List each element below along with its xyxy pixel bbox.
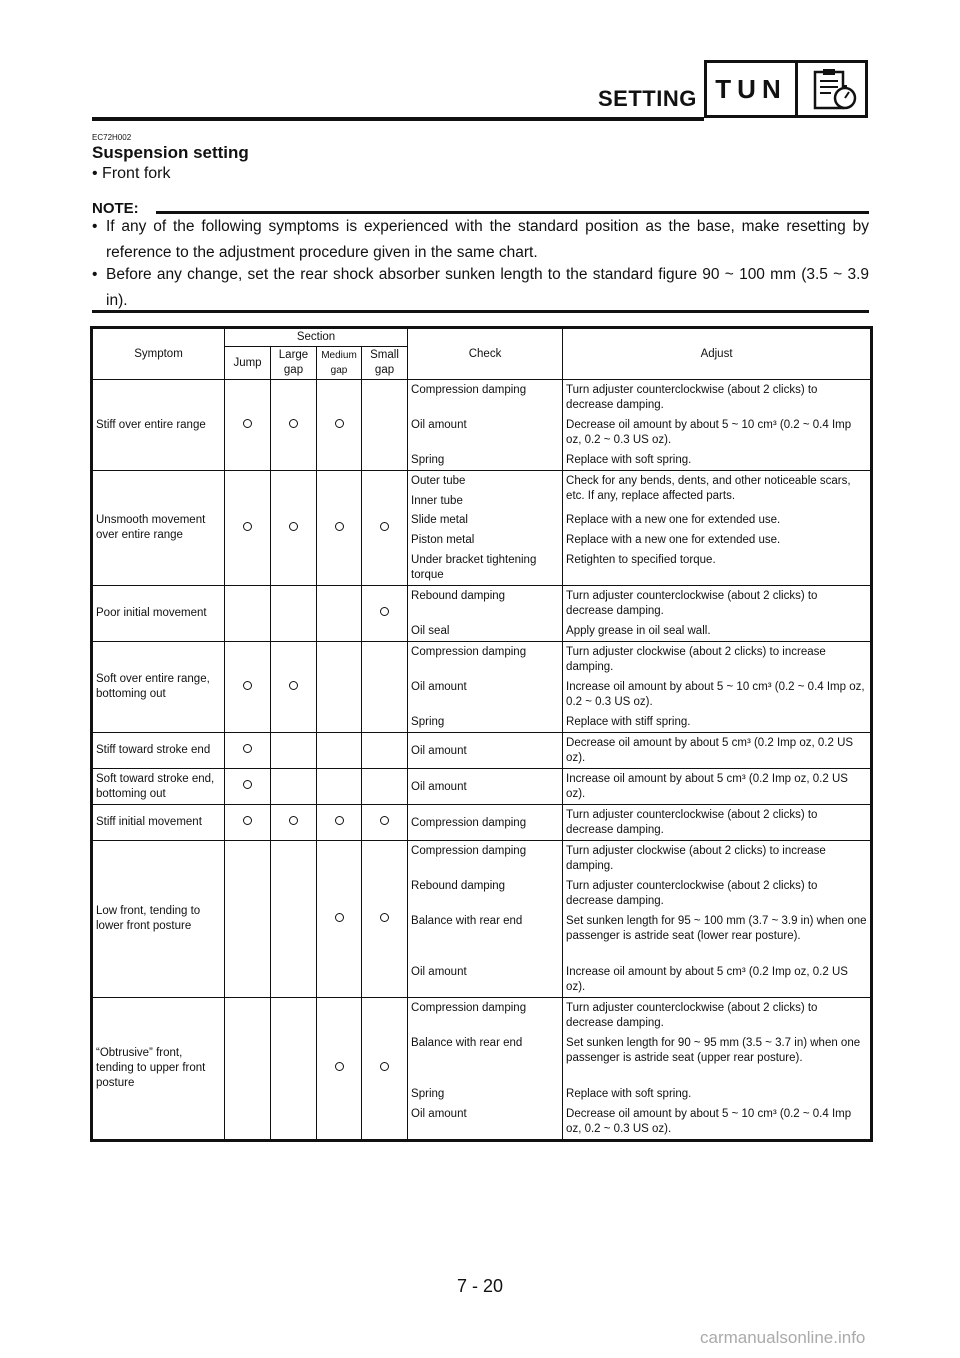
note-item-text: If any of the following symptoms is experienced with the standard position as the base, make resetting by reference to the adjustment procedure given in the same chart. [106,218,869,261]
section-badge [704,60,868,118]
section-title: Suspension setting [92,143,249,162]
circle-mark-icon [243,780,252,789]
circle-mark-icon [380,607,389,616]
symptom-cell: Poor initial movement [92,586,225,642]
check-item: Balance with rear end [411,915,523,927]
check-cell [408,841,563,998]
check-cell [408,769,563,805]
check-item: Compression damping [411,1002,527,1014]
header-small-gap: Small gap [362,347,408,380]
symptom-cell: “Obtrusive” front, tending to upper front posture [92,998,225,1141]
symptom-cell: Stiff initial movement [92,805,225,841]
header-rule [92,117,704,121]
adjust-cell [563,998,872,1141]
check-cell [408,380,563,471]
header-jump: Jump [225,347,271,380]
table-row [92,805,872,841]
table-row [92,380,872,471]
check-item: Compression damping [411,845,527,857]
symptom-cell: Soft over entire range, bottoming out [92,642,225,733]
check-item: Slide metal [411,514,468,526]
check-cell [408,642,563,733]
mark-cell [271,586,317,642]
check-cell [408,733,563,769]
mark-cell [225,769,271,805]
check-item: Compression damping [411,384,527,396]
check-item: Under bracket tightening torque [411,554,537,581]
adjust-cell [563,380,872,471]
adjust-item: Retighten to specified torque. [566,554,716,566]
adjust-item: Set sunken length for 90 ~ 95 mm (3.5 ~ 3.7 in) when one passenger is astride seat (upper rear posture). [566,1037,861,1064]
mark-cell [362,769,408,805]
header-symptom: Symptom [92,328,225,380]
adjust-cell [563,769,872,805]
mark-cell [225,586,271,642]
check-item: Outer tube [411,475,466,487]
subitem-text: Front fork [102,165,171,182]
header-adjust: Adjust [563,328,872,380]
mark-cell [317,998,362,1141]
circle-mark-icon [289,419,298,428]
circle-mark-icon [243,522,252,531]
page-number: 7 - 20 [456,1276,504,1296]
adjust-item: Turn adjuster counterclockwise (about 2 clicks) to decrease damping. [566,880,818,907]
check-item: Compression damping [411,816,527,829]
check-cell [408,471,563,586]
check-item: Compression damping [411,646,527,658]
mark-cell [362,841,408,998]
adjust-item: Replace with a new one for extended use. [566,534,781,546]
check-item: Spring [411,1088,445,1100]
circle-mark-icon [335,419,344,428]
circle-mark-icon [289,816,298,825]
circle-mark-icon [380,913,389,922]
mark-cell [271,998,317,1141]
check-item: Oil amount [411,744,467,757]
mark-cell [271,769,317,805]
bullet: • [92,266,98,283]
mark-cell [317,841,362,998]
mark-cell [362,805,408,841]
mark-cell [271,642,317,733]
check-item: Rebound damping [411,590,506,602]
mark-cell [317,471,362,586]
mark-cell [317,733,362,769]
adjust-cell [563,733,872,769]
mark-cell [225,471,271,586]
circle-mark-icon [335,816,344,825]
check-item: Oil seal [411,625,450,637]
mark-cell [317,769,362,805]
adjust-item: Replace with soft spring. [566,454,692,466]
adjust-item: Replace with stiff spring. [566,716,691,728]
symptom-cell: Soft toward stroke end, bottoming out [92,769,225,805]
adjust-item: Turn adjuster clockwise (about 2 clicks) to increase damping. [566,646,826,673]
circle-mark-icon [335,1062,344,1071]
adjust-item: Turn adjuster counterclockwise (about 2 clicks) to decrease damping. [566,384,818,411]
table-row [92,733,872,769]
adjust-item: Turn adjuster clockwise (about 2 clicks) to increase damping. [566,845,826,872]
mark-cell [225,642,271,733]
adjust-item: Check for any bends, dents, and other noticeable scars, etc. If any, replace affected parts. [566,475,851,502]
adjust-item: Decrease oil amount by about 5 ~ 10 cm³ (0.2 ~ 0.4 Imp oz, 0.2 ~ 0.3 US oz). [566,1108,852,1135]
circle-mark-icon [380,816,389,825]
mark-cell [362,642,408,733]
mark-cell [271,841,317,998]
adjust-cell [563,586,872,642]
note-label: NOTE: [92,200,139,217]
adjust-cell [563,471,872,586]
adjust-item: Increase oil amount by about 5 cm³ (0.2 Imp oz, 0.2 US oz). [566,773,848,800]
check-item: Oil amount [411,966,467,978]
circle-mark-icon [289,522,298,531]
check-item: Spring [411,454,445,466]
mark-cell [225,841,271,998]
header-medium-gap: Medium gap [317,347,362,380]
circle-mark-icon [243,419,252,428]
note-bottom-rule [92,310,869,313]
symptom-cell: Low front, tending to lower front posture [92,841,225,998]
mark-cell [271,471,317,586]
mark-cell [317,642,362,733]
check-item: Spring [411,716,445,728]
clipboard-stopwatch-icon [807,67,861,113]
note-item [92,214,869,266]
section-badge-label: TUN [707,63,798,115]
mark-cell [271,805,317,841]
circle-mark-icon [335,522,344,531]
check-cell [408,998,563,1141]
adjust-item: Increase oil amount by about 5 cm³ (0.2 Imp oz, 0.2 US oz). [566,966,848,993]
mark-cell [362,586,408,642]
circle-mark-icon [243,816,252,825]
mark-cell [362,380,408,471]
adjust-item: Decrease oil amount by about 5 cm³ (0.2 Imp oz, 0.2 US oz). [566,737,854,764]
header-large-gap: Large gap [271,347,317,380]
symptom-cell: Stiff toward stroke end [92,733,225,769]
mark-cell [362,998,408,1141]
check-item: Balance with rear end [411,1037,523,1049]
adjust-item: Turn adjuster counterclockwise (about 2 clicks) to decrease damping. [566,1002,818,1029]
circle-mark-icon [380,522,389,531]
watermark: carmanualsonline.info [700,1328,866,1347]
mark-cell [317,805,362,841]
mark-cell [225,998,271,1141]
check-item: Rebound damping [411,880,506,892]
circle-mark-icon [243,744,252,753]
subitem [92,165,171,183]
check-item: Oil amount [411,419,467,431]
note-item [92,262,869,314]
check-item: Oil amount [411,780,467,793]
adjust-item: Increase oil amount by about 5 ~ 10 cm³ (0.2 ~ 0.4 Imp oz, 0.2 ~ 0.3 US oz). [566,681,865,708]
table-row [92,841,872,998]
page-header-title: SETTING [598,86,697,111]
table-row [92,769,872,805]
mark-cell [362,471,408,586]
adjust-item: Set sunken length for 95 ~ 100 mm (3.7 ~ 3.9 in) when one passenger is astride seat (lower rear posture). [566,915,867,942]
check-item: Inner tube [411,495,463,507]
mark-cell [271,380,317,471]
circle-mark-icon [380,1062,389,1071]
table-row [92,586,872,642]
adjust-item: Replace with soft spring. [566,1088,692,1100]
adjust-item: Decrease oil amount by about 5 ~ 10 cm³ (0.2 ~ 0.4 Imp oz, 0.2 ~ 0.3 US oz). [566,419,852,446]
symptom-cell: Stiff over entire range [92,380,225,471]
adjust-item: Apply grease in oil seal wall. [566,625,711,637]
check-item: Piston metal [411,534,475,546]
bullet: • [92,165,103,182]
adjust-cell [563,841,872,998]
table-row [92,471,872,586]
mark-cell [317,380,362,471]
mark-cell [225,380,271,471]
adjust-item: Replace with a new one for extended use. [566,514,781,526]
check-cell [408,805,563,841]
mark-cell [225,805,271,841]
suspension-setting-table [90,326,873,1142]
check-item: Oil amount [411,1108,467,1120]
adjust-cell [563,642,872,733]
check-cell [408,586,563,642]
adjust-cell [563,805,872,841]
table-row [92,642,872,733]
header-check: Check [408,328,563,380]
check-item: Oil amount [411,681,467,693]
bullet: • [92,218,98,235]
circle-mark-icon [289,681,298,690]
adjust-item: Turn adjuster counterclockwise (about 2 clicks) to decrease damping. [566,809,818,836]
mark-cell [362,733,408,769]
symptom-cell: Unsmooth movement over entire range [92,471,225,586]
doc-code: EC72H002 [92,133,132,142]
header-section: Section [225,328,408,347]
note-item-text: Before any change, set the rear shock absorber sunken length to the standard figure 90 ~ 100 mm (3.5 ~ 3.9 in). [106,266,869,309]
mark-cell [225,733,271,769]
circle-mark-icon [335,913,344,922]
adjust-item: Turn adjuster counterclockwise (about 2 clicks) to decrease damping. [566,590,818,617]
mark-cell [317,586,362,642]
table-row [92,998,872,1141]
circle-mark-icon [243,681,252,690]
mark-cell [271,733,317,769]
